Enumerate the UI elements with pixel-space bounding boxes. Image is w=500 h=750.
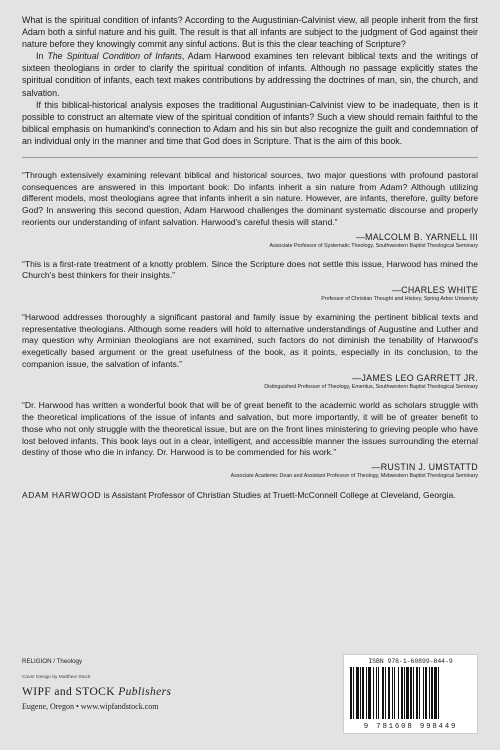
description-paragraph: In The Spiritual Condition of Infants, Adam Harwood examines ten relevant biblical texts and the writings of sixteen theologians in order to clarify the spiritual condition of infants. Although no passage explicitly states the spiritual condition of infants, each text makes contributions by addressing the doctrines of man, sin, the church, and salvation. [22,51,479,98]
endorser-title: Associate Professor of Systematic Theology, Southwestern Baptist Theological Seminary [269,242,478,249]
endorsement-quote: “Through extensively examining relevant biblical and historical sources, two major questions with profound pastoral consequences are answered in this important book: Do infants inherit a sin nature from Adam? Although utilizing different models, most theologians agree that infants inherit a sin nature. However, are infants, therefore, guilty before God? In answering this second question, Adam Harwood challenges the dominant systematic discourse and properly reorients our understanding of infant salvation. Harwood's careful thesis will stand.” [22,170,478,227]
endorsement-quote: “Dr. Harwood has written a wonderful book that will be of great benefit to the academic world as scholars struggle with the theoretical implications of the issue of infants and salvation, but more importantly, it will be of greater benefit to those who not only struggle with the theoretical issue, but are on the front lines ministering to grieving people who have lost beloved infants. This book lays out in a clear, intelligent, and accessible manner the issues surrounding the eternal destiny of those who die in infancy. Dr. Harwood is to be commended for his work.” [22,400,478,458]
endorser-name: —MALCOLM B. YARNELL III [355,231,478,242]
barcode-bar [434,667,437,719]
barcode-bar [431,667,433,719]
barcode-bar [413,667,414,719]
barcode-bar [392,667,393,719]
isbn-barcode [343,654,478,734]
barcode-bar [388,667,390,719]
barcode-bar [406,667,409,719]
barcode-bar [416,667,418,719]
cover-design-credit: Cover Design by Matthew Stock [22,675,91,680]
publisher-logo: WIPF and STOCK Publishers [22,686,172,698]
barcode-bar [362,667,364,719]
endorser-title: Distinguished Professor of Theology, Emeritus, Southwestern Baptist Theological Seminary [264,384,478,391]
barcode-bar [410,667,412,719]
barcode-bar [353,667,354,719]
endorser-name: —CHARLES WHITE [391,284,478,295]
endorsement [22,170,478,249]
barcode-bar [423,667,424,719]
endorser-title: Professor of Christian Thought and History, Spring Arbor University [321,295,478,302]
barcode-bar [404,667,405,719]
barcode-bar [376,667,377,719]
barcode-bar [356,667,359,719]
barcode-bar [385,667,386,719]
author-bio-text: is Assistant Professor of Christian Studies at Truett-McConnell College at Cleveland, Georgia. [101,489,456,500]
barcode-bar [368,667,371,719]
isbn-label: ISBN 978-1-60899-844-9 [368,658,453,665]
endorser-title: Associate Academic Dean and Assistant Professor of Theology, Midwestern Baptist Theological Seminary [230,472,478,479]
barcode-bar [360,667,361,719]
book-description [22,14,478,147]
barcode-bar [401,667,403,719]
barcode-bar [373,667,374,719]
barcode-digits: 9 781608 998449 [363,723,458,731]
endorsement [22,312,478,391]
barcode-bar [382,667,384,719]
description-paragraph: If this biblical-historical analysis exposes the traditional Augustinian-Calvinist view to be inadequate, then is it possible to construct an alternate view of the spiritual condition of infants? Such a view should remain faithful to the biblical emphasis on humankind's connection to Adam and his sin but also recognize the guilt and condemnation of an individual only in the manner and time that God does in Scripture. That is the aim of this book. [22,99,478,146]
barcode-bar [419,667,420,719]
author-bio [22,489,478,501]
barcode-bar [366,667,367,719]
divider [22,157,478,158]
endorsement-quote: “Harwood addresses thoroughly a significant pastoral and family issue by examining the pertinent biblical texts and representative theologians. Although some readers will hold to alternative understandings of Augustine and Luther and may question why Arminian theologians are not examined, such factors do not diminish the tenability of Harwood's exegetically based argument or the great usefulness of the book, as it points, especially in its conclusion, to the companion issue, the salvation of infants.” [22,311,478,369]
description-paragraph: What is the spiritual condition of infants? According to the Augustinian-Calvinist view, all people inherit from the first Adam both a sinful nature and his guilt. The result is that all infants are subject to the judgment of God against their nature before they knowingly commit any sinful actions. But is this the clear teaching of Scripture? [22,15,478,50]
cover-footer [22,652,478,742]
endorsement [22,400,478,479]
barcode-bar [398,667,399,719]
endorsement-quote: “This is a first-rate treatment of a knotty problem. Since the Scripture does not settle this issue, Harwood has mined the Church's best thinkers for their insights.” [22,258,478,281]
publisher-address: Eugene, Oregon • www.wipfandstock.com [22,702,159,711]
barcode-bar [350,667,352,719]
endorser-name: —RUSTIN J. UMSTATTD [371,461,478,472]
category-label: RELIGION / Theology [22,658,83,665]
endorser-name: —JAMES LEO GARRETT JR. [352,373,478,384]
book-title: The Spiritual Condition of Infants [47,51,182,62]
barcode-bar [438,667,439,719]
barcode-bar [394,667,395,719]
barcode-bars [350,667,471,719]
barcode-bar [425,667,427,719]
barcode-bar [378,667,379,719]
endorsement [22,259,478,302]
author-name: ADAM HARWOOD [22,489,102,500]
barcode-bar [429,667,430,719]
